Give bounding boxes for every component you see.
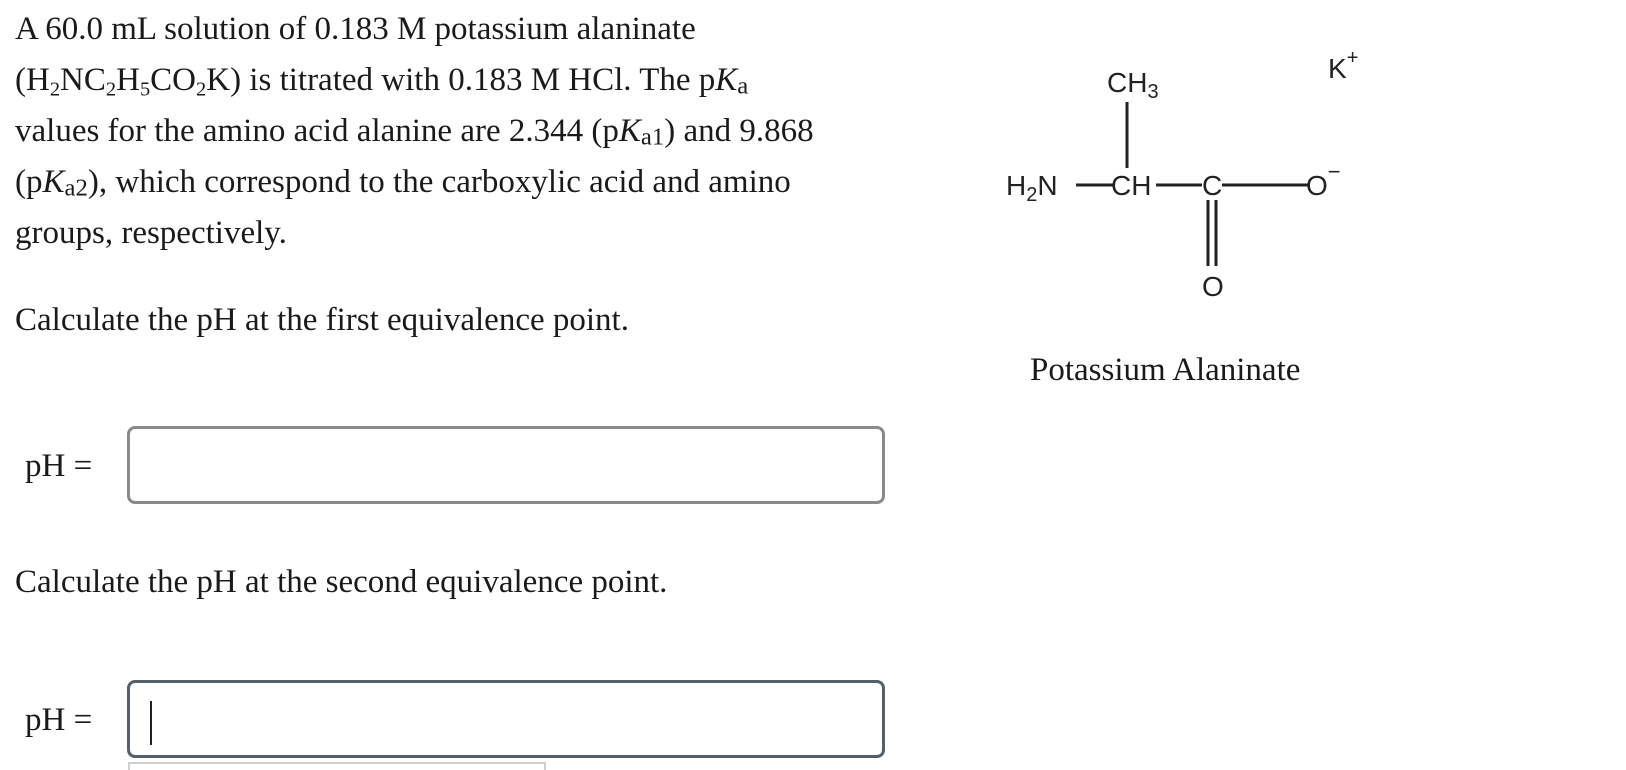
dropdown-panel-edge [128, 762, 546, 770]
potassium-alaninate-structure [990, 40, 1390, 330]
structure-diagram [990, 40, 1390, 330]
problem-line-3: values for the amino acid alanine are 2.344 $(pK_{a1})$ and 9.868 [15, 113, 814, 151]
amino-group-label: $H_2N$ [1006, 170, 1058, 206]
ch3-label: $CH_3$ [1107, 67, 1159, 103]
ph-answer-input-2[interactable] [127, 680, 885, 758]
problem-line-2: $(H_2NC_2H_5CO_2K)$ is titrated with 0.183 M HCl. The $pK_a$ [15, 62, 749, 101]
carbonyl-oxygen-label: O [1202, 271, 1224, 302]
ph-label-2: pH = [25, 702, 93, 738]
answer-row-1 [25, 426, 895, 508]
question-1-prompt: Calculate the pH at the first equivalence point. [15, 302, 629, 338]
alpha-carbon-label: CH [1111, 170, 1152, 201]
potassium-ion-label: K+ [1328, 47, 1359, 84]
ph-label-1: pH = [25, 448, 93, 484]
problem-statement [15, 4, 920, 259]
problem-line-1: A 60.0 mL solution of 0.183 M potassium alaninate [15, 11, 696, 47]
carboxylate-oxygen-label: O− [1306, 159, 1341, 201]
text-caret [150, 701, 152, 745]
answer-row-2 [25, 680, 895, 762]
carbonyl-carbon-label: C [1202, 170, 1223, 201]
ph-answer-input-1[interactable] [127, 426, 885, 504]
question-2-prompt: Calculate the pH at the second equivalence point. [15, 564, 668, 600]
structure-caption: Potassium Alaninate [1030, 352, 1301, 388]
problem-line-4: $(pK_{a2})$, which correspond to the carboxylic acid and amino [15, 164, 791, 202]
problem-line-5: groups, respectively. [15, 215, 287, 251]
